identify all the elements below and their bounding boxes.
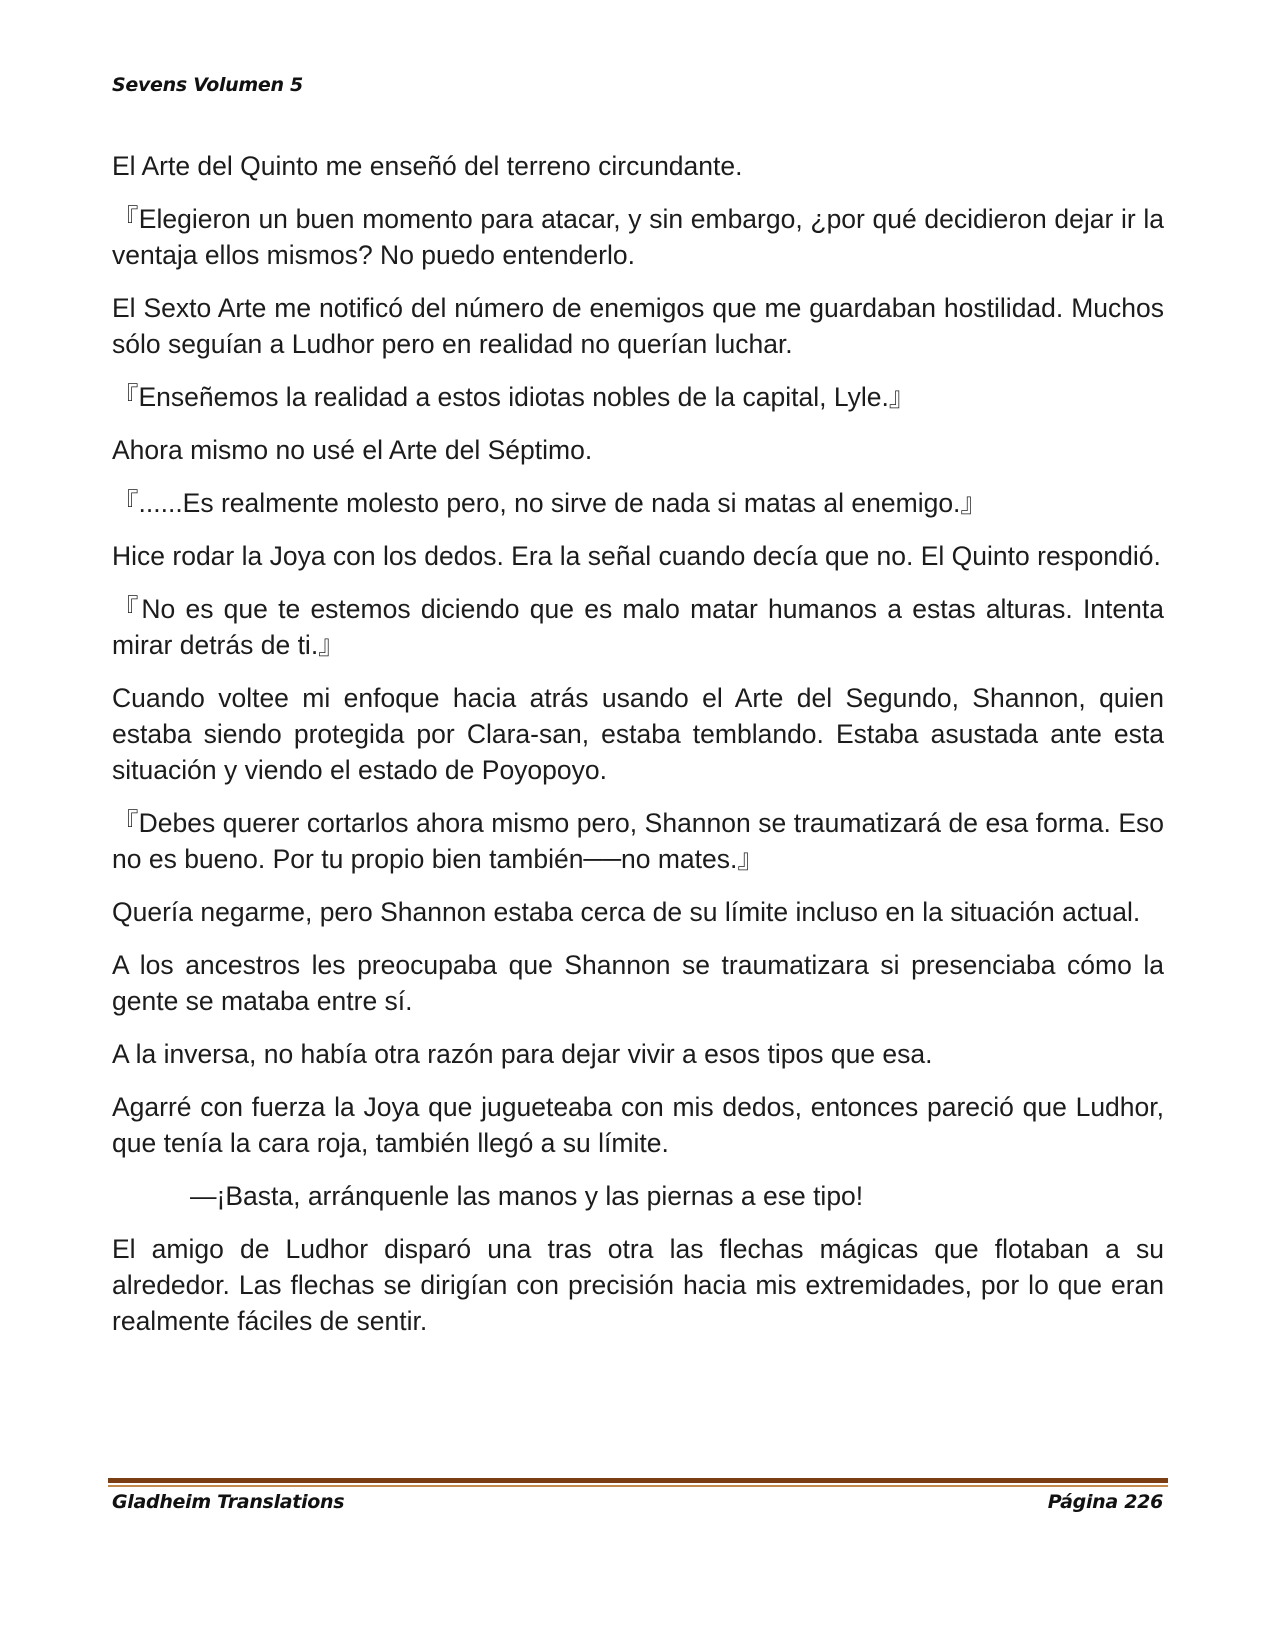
- paragraph: El Arte del Quinto me enseñó del terreno circundante.: [112, 151, 743, 181]
- paragraph: Cuando voltee mi enfoque hacia atrás usando el Arte del Segundo, Shannon, quien estaba siendo protegida por Clara-san, estaba temblando. Estaba asustada ante esta situación y viendo el estado de Poyopoyo.: [112, 683, 1164, 785]
- paragraph: A la inversa, no había otra razón para dejar vivir a esos tipos que esa.: [112, 1039, 933, 1069]
- page-number: Página 226: [1047, 1491, 1163, 1513]
- dialogue-line: —¡Basta, arránquenle las manos y las piernas a ese tipo!: [190, 1181, 864, 1211]
- paragraph: El amigo de Ludhor disparó una tras otra las flechas mágicas que flotaban a su alrededor. Las flechas se dirigían con precisión hacia mis extremidades, por lo que eran realmente fáciles de sentir.: [112, 1234, 1164, 1336]
- paragraph: Quería negarme, pero Shannon estaba cerca de su límite incluso en la situación actual.: [112, 897, 1141, 927]
- paragraph: Ahora mismo no usé el Arte del Séptimo.: [112, 435, 593, 465]
- paragraph: A los ancestros les preocupaba que Shannon se traumatizara si presenciaba cómo la gente se mataba entre sí.: [112, 950, 1164, 1016]
- footer-divider-thin: [108, 1485, 1168, 1487]
- footer-divider: [108, 1478, 1168, 1487]
- paragraph: Agarré con fuerza la Joya que jugueteaba con mis dedos, entonces pareció que Ludhor, que tenía la cara roja, también llegó a su límite.: [112, 1092, 1164, 1158]
- footer-credit: Gladheim Translations: [112, 1491, 345, 1513]
- paragraph: 『Elegieron un buen momento para atacar, y sin embargo, ¿por qué decidieron dejar ir la ventaja ellos mismos? No puedo entenderlo.: [112, 204, 1164, 270]
- paragraph: El Sexto Arte me notificó del número de enemigos que me guardaban hostilidad. Muchos sólo seguían a Ludhor pero en realidad no querían luchar.: [112, 293, 1164, 359]
- paragraph: 『......Es realmente molesto pero, no sirve de nada si matas al enemigo.』: [112, 488, 987, 518]
- page-body: [112, 148, 1164, 1356]
- paragraph: 『No es que te estemos diciendo que es malo matar humanos a estas alturas. Intenta mirar detrás de ti.』: [112, 594, 1164, 660]
- paragraph: Hice rodar la Joya con los dedos. Era la señal cuando decía que no. El Quinto respondió.: [112, 541, 1161, 571]
- running-header-title: Sevens Volumen 5: [112, 74, 303, 96]
- paragraph: 『Debes querer cortarlos ahora mismo pero, Shannon se traumatizará de esa forma. Eso no es bueno. Por tu propio bien también──no mates.』: [112, 808, 1164, 874]
- paragraph: 『Enseñemos la realidad a estos idiotas nobles de la capital, Lyle.』: [112, 382, 916, 412]
